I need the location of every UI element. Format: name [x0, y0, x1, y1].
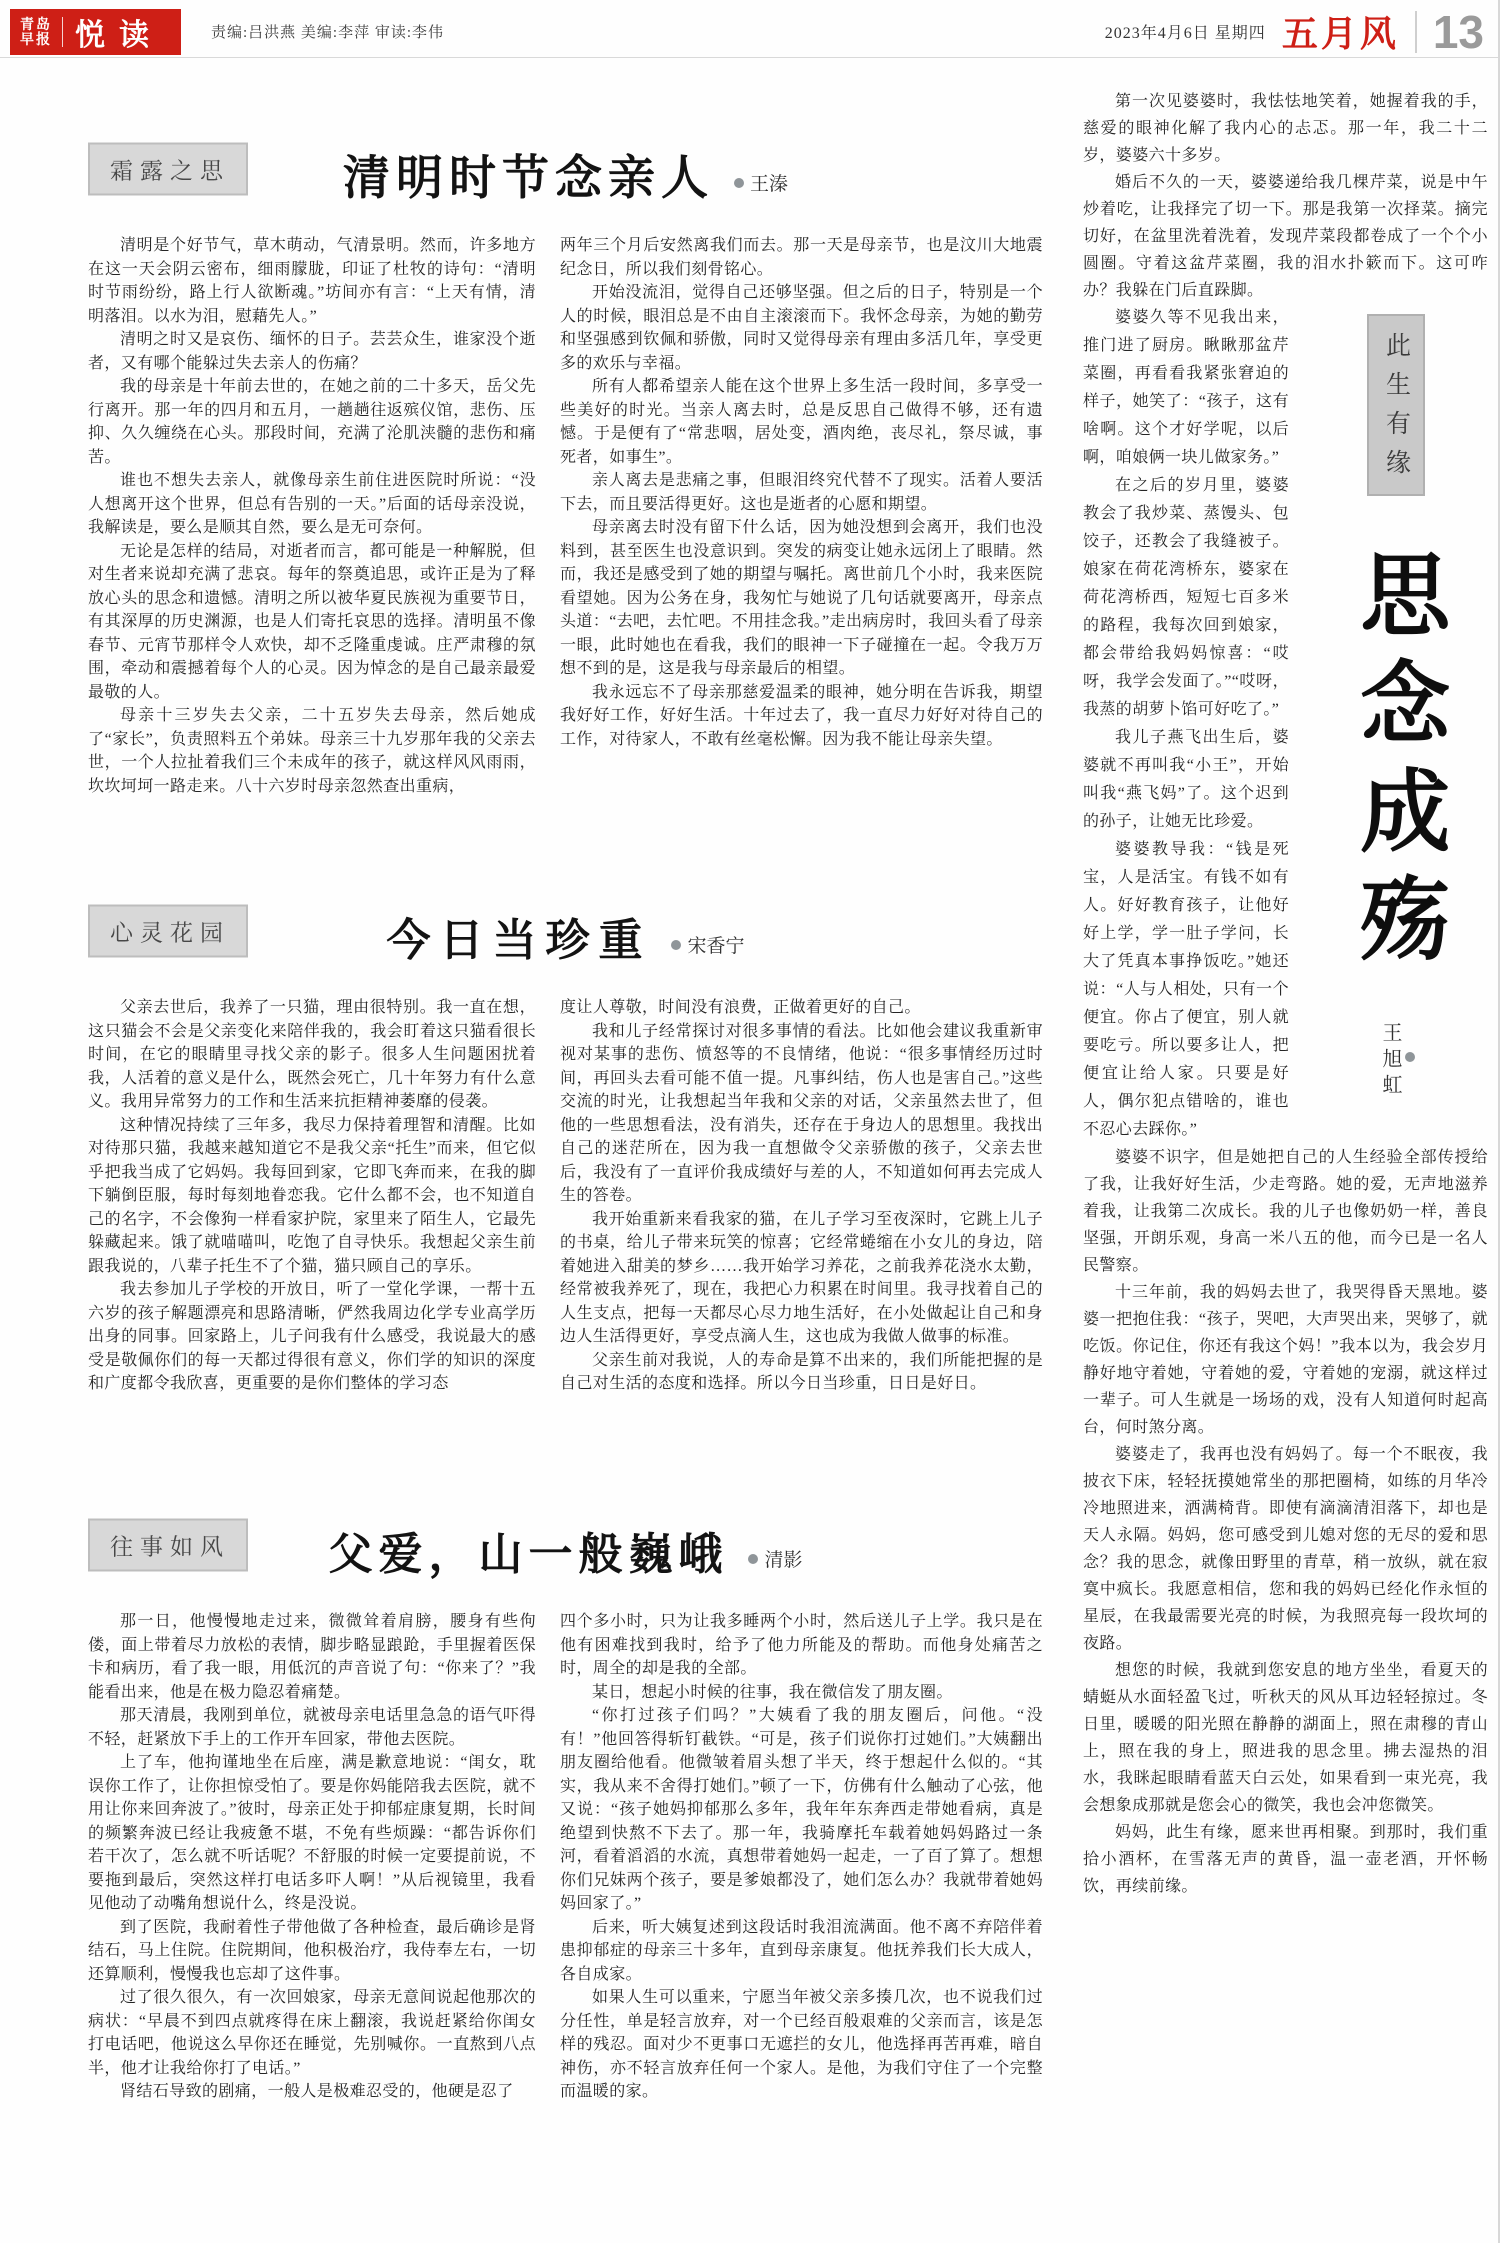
paragraph: 我永远忘不了母亲那慈爱温柔的眼神，她分明在告诉我，期望我好好工作，好好生活。十年过去了，我一直尽力好好对待自己的工作，对待家人，不敢有丝毫松懈。因为我不能让母亲失望。: [560, 683, 1043, 748]
article-1-author: [734, 169, 788, 202]
paragraph: 我开始重新来看我家的猫，在儿子学习至夜深时，它跳上儿子的书桌，给儿子带来玩笑的惊喜；它经常蜷缩在小女儿的身边，陪着她进入甜美的梦乡……我开始学习养花，之前我养花浇水太勤，经常被我养死了，现在，我把心力积累在时间里。我寻找着自己的人生支点，把每一天都尽心尽力地生活好，在小处做起让自己和身边人生活得更好，享受点滴人生，这也成为我做人做事的标准。: [560, 1210, 1043, 1345]
paragraph: 父亲去世后，我养了一只猫，理由很特别。我一直在想，这只猫会不会是父亲变化来陪伴我的，我会盯着这只猫看很长时间，在它的眼睛里寻找父亲的影子。很多人生问题困扰着我，人活着的意义是什么，既然会死亡，几十年努力有什么意义。我用异常努力的工作和生活来抗拒精神萎靡的侵袭。: [88, 999, 536, 1110]
paragraph: 我的母亲是十年前去世的，在她之前的二十多天，岳父先行离开。那一年的四月和五月，一趟趟往返殡仪馆，悲伤、压抑、久久缠绕在心头。那段时间，充满了沦肌浃髓的悲伤和痛苦。: [88, 378, 536, 466]
paragraph: 婆婆走了，我再也没有妈妈了。每一个不眠夜，我披衣下床，轻轻抚摸她常坐的那把圈椅，如练的月华冷冷地照进来，洒满椅背。即使有滴滴清泪落下，却也是天人永隔。妈妈，您可感受到儿媳对您的无尽的爱和思念？我的思念，就像田野里的青草，稍一放纵，就在寂寞中疯长。我愿意相信，您和我的妈妈已经化作永恒的星辰，在我最需要光亮的时候，为我照亮每一段坎坷的夜路。: [1083, 1446, 1488, 1652]
sidebar-column-label: 此生有缘: [1367, 314, 1425, 496]
edition-name: 五月风: [1281, 13, 1399, 54]
paragraph: 四个多小时，只为让我多睡两个小时，然后送儿子上学。我只是在他有困难找到我时，给予了他力所能及的帮助。而他身处痛苦之时，周全的却是我的全部。: [560, 1613, 1043, 1677]
paragraph: 过了很久很久，有一次回娘家，母亲无意间说起他那次的病状：“早晨不到四点就疼得在床上翻滚，我说赶紧给你闺女打电话吧，他说这么早你还在睡觉，先别喊你。一直熬到八点半，他才让我给你打了电话。”: [88, 1989, 536, 2077]
paragraph: 开始没流泪，觉得自己还够坚强。但之后的日子，特别是一个人的时候，眼泪总是不由自主滚滚而下。我怀念母亲，为她的勤劳和坚强感到钦佩和骄傲，同时又觉得母亲有理由多活几年，享受更多的欢乐与幸福。: [560, 284, 1043, 372]
article-1-column-left: [88, 234, 536, 848]
article-1-column-right: [560, 234, 1043, 848]
article-2-column-right: [560, 996, 1043, 1396]
paragraph: 父亲生前对我说，人的寿命是算不出来的，我们所能把握的是自己对生活的态度和选择。所以今日当珍重，日日是好日。: [560, 1351, 1043, 1392]
article-1-body: [88, 234, 1043, 848]
article-1-author-name: 王溱: [749, 174, 788, 195]
masthead-paper-name: [20, 17, 63, 47]
paragraph: 度让人尊敬，时间没有浪费，正做着更好的自己。: [560, 999, 921, 1016]
paragraph: 那天清晨，我刚到单位，就被母亲电话里急急的语气吓得不轻，赶紧放下手上的工作开车回家，带他去医院。: [88, 1707, 536, 1748]
main-articles-area: [88, 58, 1043, 2243]
article-1-column-label: 霜露之思: [88, 143, 248, 196]
paragraph: 如果人生可以重来，宁愿当年被父亲多揍几次，也不说我们过分任性，单是轻言放弃，对一个已经百般艰难的父亲而言，该是怎样的残忍。面对少不更事口无遮拦的女儿，他选择再苦再难，暗自神伤，亦不轻言放弃任何一个家人。是他，为我们守住了一个完整而温暖的家。: [560, 1989, 1043, 2100]
article-2-column-label: 心灵花园: [88, 905, 248, 958]
paragraph: 第一次见婆婆时，我怯怯地笑着，她握着我的手，慈爱的眼神化解了我内心的忐忑。那一年，我二十二岁，婆婆六十多岁。: [1083, 93, 1488, 164]
article-3-body: [88, 1610, 1043, 2206]
paragraph: 到了医院，我耐着性子带他做了各种检查，最后确诊是肾结石，马上住院。住院期间，他积极治疗，我侍奉左右，一切还算顺利，慢慢我也忘却了这件事。: [88, 1918, 536, 1983]
paragraph: “你打过孩子们吗？”大姨看了我的朋友圈后，问他。“没有！”他回答得斩钉截铁。“可是，孩子们说你打过她们。”大姨翻出朋友圈给他看。他微皱着眉头想了半天，终于想起什么似的。“其实，我从来不舍得打她们。”顿了一下，仿佛有什么触动了心弦，他又说：“孩子她妈抑郁那么多年，我年年东奔西走带她看病，真是绝望到快熬不下去了。那一年，我骑摩托车载着她妈妈路过一条河，看着滔滔的水流，真想带着她妈一起走，一了百了算了。想想你们兄妹两个孩子，要是爹娘都没了，她们怎么办？我就带着她妈妈回家了。”: [560, 1707, 1043, 1912]
paragraph: 婆婆不识字，但是她把自己的人生经验全部传授给了我，让我好好生活，少走弯路。她的爱，无声地滋养着我，让我第二次成长。我的儿子也像奶奶一样，善良坚强，开朗乐观，身高一米八五的他，而今已是一名人民警察。: [1083, 1149, 1488, 1274]
article-3-author: [748, 1545, 802, 1578]
paragraph: 母亲离去时没有留下什么话，因为她没想到会离开，我们也没料到，甚至医生也没意识到。突发的病变让她永远闭上了眼睛。然而，我还是感受到了她的期望与嘱托。离世前几个小时，我来医院看望她。因为公务在身，我匆忙与她说了几句话就要离开，母亲点头道：“去吧，去忙吧。不用挂念我。”走出病房时，我回头看了母亲一眼，此时她也在看我，我们的眼神一下子碰撞在一起。令我万万想不到的是，这是我与母亲最后的相望。: [560, 519, 1043, 677]
paragraph: 后来，听大姨复述到这段话时我泪流满面。他不离不弃陪伴着患抑郁症的母亲三十多年，直到母亲康复。他抚养我们长大成人，各自成家。: [560, 1918, 1043, 1983]
article-2-header: [88, 898, 1043, 964]
sidebar-middle: [1083, 304, 1488, 1144]
masthead-line2: 早报: [20, 30, 52, 47]
author-bullet-icon: [1405, 1052, 1415, 1062]
article-3-column-right: [560, 1610, 1043, 2206]
paragraph: 清明是个好节气，草木萌动，气清景明。然而，许多地方在这一天会阴云密布，细雨朦胧，印证了杜牧的诗句：“清明时节雨纷纷，路上行人欲断魂。”坊间亦有言：“上天有情，清明落泪。以水为泪，慰藉先人。”: [88, 237, 536, 325]
paragraph: 在之后的岁月里，婆婆教会了我炒菜、蒸馒头、包饺子，还教会了我缝被子。娘家在荷花湾桥东，婆家在荷花湾桥西，短短七百多米的路程，我每次回到娘家，都会带给我妈妈惊喜：“哎呀，我学会发面了。”“哎呀，我蒸的胡萝卜馅可好吃了。”: [1083, 477, 1289, 718]
paragraph: 母亲十三岁失去父亲，二十五岁失去母亲，然后她成了“家长”，负责照料五个弟妹。母亲三十九岁那年我的父亲去世，一个人拉扯着我们三个未成年的孩子，就这样风风雨雨，坎坎坷坷一路走来。八十六岁时母亲忽然查出重病，: [88, 707, 536, 795]
article-1-title: 清明时节念亲人: [342, 150, 714, 204]
paragraph: 婚后不久的一天，婆婆递给我几棵芹菜，说是中午炒着吃，让我择完了切一下。那是我第一次择菜。摘完切好，在盆里洗着洗着，发现芹菜段都卷成了一个个小圆圈。守着这盆芹菜圈，我的泪水扑簌而下。这可咋办？我躲在门后直跺脚。: [1083, 174, 1488, 299]
article-qingming: [88, 136, 1043, 848]
article-2-author: [671, 931, 744, 964]
article-2-title: 今日当珍重: [386, 915, 652, 965]
article-3-title: 父爱，山一般巍峨: [328, 1529, 729, 1579]
paragraph: 十三年前，我的妈妈去世了，我哭得昏天黑地。婆婆一把抱住我：“孩子，哭吧，大声哭出来，哭够了，就吃饭。你记住，你还有我这个妈！”我本以为，我会岁月静好地守着她，守着她的爱，守着她的宠溺，就这样过一辈子。可人生就是一场场的戏，没有人知道何时起高台，何时煞分离。: [1083, 1284, 1488, 1436]
section-name: 悦读: [75, 18, 163, 52]
masthead-logo: [10, 9, 181, 55]
paragraph: 亲人离去是悲痛之事，但眼泪终究代替不了现实。活着人要活下去，而且要活得更好。这也是逝者的心愿和期望。: [560, 472, 1043, 513]
paragraph: 婆婆教导我：“钱是死宝，人是活宝。有钱不如有人。好好教育孩子，让他好好上学，学一肚子学问，长大了凭真本事挣饭吃。”她还说：“人与人相处，只有一个便宜。你占了便宜，别人就要吃亏。所以要多让人，把便宜让给人家。只要是好人，偶尔犯点错啥的，谁也不忍心去踩你。”: [1083, 841, 1289, 1138]
article-2-author-name: 宋香宁: [687, 936, 745, 957]
paragraph: 某日，想起小时候的往事，我在微信发了朋友圈。: [592, 1683, 953, 1701]
paragraph: 两年三个月后安然离我们而去。那一天是母亲节，也是汶川大地震纪念日，所以我们刻骨铭心。: [560, 237, 1043, 278]
header-divider: [1415, 11, 1417, 53]
paragraph: 谁也不想失去亲人，就像母亲生前住进医院时所说：“没人想离开这个世界，但总有告别的一天。”后面的话母亲没说，我解读是，要么是顺其自然，要么是无可奈何。: [88, 472, 536, 536]
author-bullet-icon: [734, 178, 744, 188]
paragraph: 那一日，他慢慢地走过来，微微耸着肩膀，腰身有些佝偻，面上带着尽力放松的表情，脚步略显踉跄，手里握着医保卡和病历，看了我一眼，用低沉的声音说了句：“你来了？”我能看出来，他是在极力隐忍着痛楚。: [88, 1613, 536, 1701]
paragraph: 无论是怎样的结局，对逝者而言，都可能是一种解脱，但对生者来说却充满了悲哀。每年的祭奠追思，或许正是为了释放心头的思念和遗憾。清明之所以被华夏民族视为重要节日，有其深厚的历史渊源，也是人们寄托哀思的选择。清明虽不像春节、元宵节那样令人欢快，却不乏隆重虔诚。庄严肃穆的氛围，牵动和震撼着每个人的心灵。因为悼念的是自己最亲最爱最敬的人。: [88, 542, 536, 701]
sidebar-essay-title: 思念成殇: [1346, 548, 1447, 980]
article-2-body: [88, 996, 1043, 1396]
article-fathers-love: [88, 1512, 1043, 2206]
paragraph: 婆婆久等不见我出来，推门进了厨房。瞅瞅那盆芹菜圈，再看看我紧张窘迫的样子，她笑了：“孩子，这有啥啊。这个才好学呢，以后啊，咱娘俩一块儿做家务。”: [1083, 309, 1289, 466]
author-bullet-icon: [748, 1554, 758, 1564]
article-3-header: [88, 1512, 1043, 1578]
article-3-column-label: 往事如风: [88, 1519, 248, 1572]
author-bullet-icon: [671, 940, 681, 950]
page-number: 13: [1432, 5, 1484, 58]
paragraph: 上了车，他拘谨地坐在后座，满是歉意地说：“闺女，耽误你工作了，让你担惊受怕了。要是你妈能陪我去医院，就不用让你来回奔波了。”彼时，母亲正处于抑郁症康复期，长时间的频繁奔波已经让我疲惫不堪，不免有些烦躁：“都告诉你们若干次了，怎么就不听话呢？不舒服的时候一定要提前说，不要拖到最后，突然这样打电话多吓人啊！”从后视镜里，我看见他动了动嘴角想说什么，终是没说。: [88, 1754, 536, 1912]
page-header: [0, 0, 1498, 58]
editors-line: 责编:吕洪燕 美编:李萍 审读:李伟: [211, 25, 445, 41]
header-right: [1105, 6, 1484, 57]
paragraph: 我儿子燕飞出生后，婆婆就不再叫我“小王”，开始叫我“燕飞妈”了。这个迟到的孙子，让她无比珍爱。: [1083, 729, 1289, 830]
page-content: [0, 58, 1498, 2243]
article-3-author-name: 清影: [764, 1550, 803, 1571]
sidebar-author-name: 王旭虹: [1379, 1022, 1401, 1100]
sidebar-essay: [1083, 58, 1488, 2243]
sidebar-essay-author: [1376, 1022, 1415, 1100]
paragraph: 肾结石导致的剧痛，一般人是极难忍受的，他硬是忍了: [120, 2083, 514, 2100]
paragraph: 这种情况持续了三年多，我尽力保持着理智和清醒。比如对待那只猫，我越来越知道它不是我父亲“托生”而来，但它似乎把我当成了它妈妈。我每回到家，它即飞奔而来，在我的脚下躺倒臣服，每时每刻地眷恋我。它什么都不会，也不知道自己的名字，不会像狗一样看家护院，家里来了陌生人，它最先躲藏起来。饿了就喵喵叫，吃饱了自寻快乐。我想起父亲生前跟我说的，八辈子托生不了个猫，猫只顾自己的享乐。: [88, 1116, 536, 1275]
paragraph: 想您的时候，我就到您安息的地方坐坐，看夏天的蜻蜓从水面轻盈飞过，听秋天的风从耳边轻轻掠过。冬日里，暖暖的阳光照在静静的湖面上，照在肃穆的青山上，照在我的身上，照进我的思念里。拂去湿热的泪水，我眯起眼睛看蓝天白云处，如果看到一束光亮，我会想象成那就是您会心的微笑，我也会冲您微笑。: [1083, 1662, 1488, 1814]
sidebar-top-text: [1083, 88, 1488, 304]
paragraph: 我和儿子经常探讨对很多事情的看法。比如他会建议我重新审视对某事的悲伤、愤怒等的不良情绪，他说：“很多事情经历过时间，再回头去看可能不值一提。凡事纠结，伤人也是害自己。”这些交流的时光，让我想起当年我和父亲的对话，父亲虽然去世了，但他的一些思想看法，没有消失，还存在于身边人的思想里。我找出自己的迷茫所在，因为我一直想做令父亲骄傲的孩子，父亲去世后，我没有了一直评价我成绩好与差的人，不知道如何再去完成人生的答卷。: [560, 1022, 1043, 1204]
article-3-column-left: [88, 1610, 536, 2206]
paragraph: 我去参加儿子学校的开放日，听了一堂化学课，一帮十五六岁的孩子解题漂亮和思路清晰，俨然我周边化学专业高学历出身的同事。回家路上，儿子问我有什么感受，我说最大的感受是敬佩你们的每一天都过得很有意义，你们学的知识的深度和广度都令我欣喜，更重要的是你们整体的学习态: [88, 1281, 536, 1392]
sidebar-bottom-text: [1083, 1144, 1488, 1900]
masthead-line1: 青岛: [20, 15, 52, 32]
article-2-column-left: [88, 996, 536, 1396]
date-line: 2023年4月6日 星期四: [1104, 25, 1266, 42]
article-cherish-today: [88, 898, 1043, 1396]
paragraph: 清明之时又是哀伤、缅怀的日子。芸芸众生，谁家没个逝者，又有哪个能躲过失去亲人的伤痛？: [88, 331, 536, 372]
paragraph: 所有人都希望亲人能在这个世界上多生活一段时间，多享受一些美好的时光。当亲人离去时，总是反思自己做得不够，还有遗憾。于是便有了“常悲咽，居处变，酒肉绝，丧尽礼，祭尽诚，事死者，如事生”。: [560, 378, 1043, 466]
paragraph: 妈妈，此生有缘，愿来世再相聚。到那时，我们重拾小酒杯，在雪落无声的黄昏，温一壶老酒，开怀畅饮，再续前缘。: [1083, 1824, 1488, 1895]
article-1-header: [88, 136, 1043, 202]
sidebar-title-block: [1303, 304, 1488, 1144]
sidebar-narrow-text: [1083, 304, 1289, 1144]
